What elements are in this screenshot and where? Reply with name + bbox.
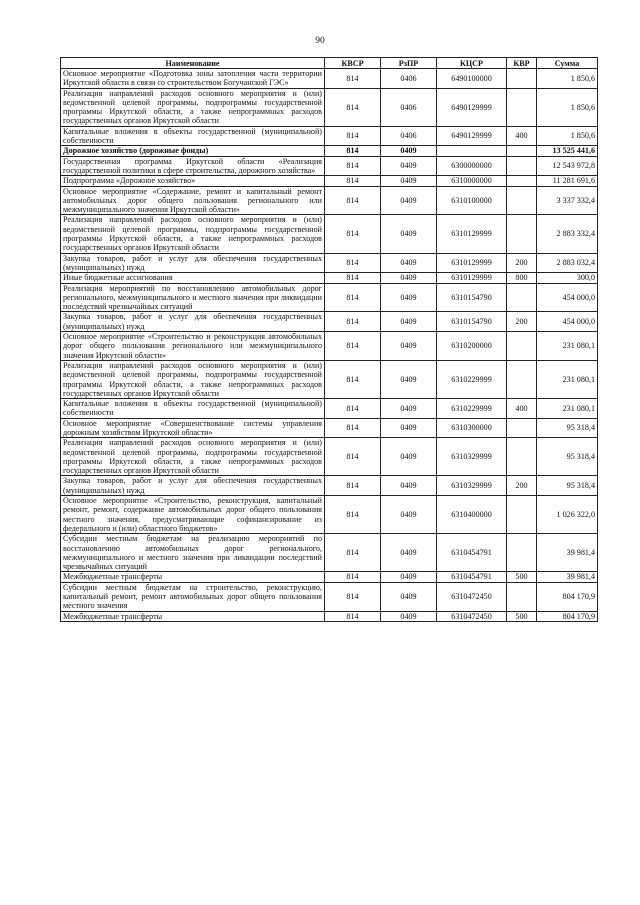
cell-rzpr: 0409 bbox=[381, 312, 437, 332]
cell-kvsr: 814 bbox=[325, 332, 381, 361]
cell-rzpr: 0406 bbox=[381, 69, 437, 89]
cell-kcsr: 6310129999 bbox=[437, 215, 507, 253]
cell-sum: 11 281 691,6 bbox=[537, 176, 598, 186]
cell-name: Субсидии местным бюджетам на реализацию мероприятий по восстановлению автомобильных дорог регионального, межмуниципального и местного значения при ликвидации последствий чрезвычайных ситуаций bbox=[61, 534, 325, 572]
cell-sum: 3 337 332,4 bbox=[537, 186, 598, 215]
cell-rzpr: 0409 bbox=[381, 176, 437, 186]
cell-sum: 95 318,4 bbox=[537, 476, 598, 496]
table-row bbox=[61, 176, 598, 186]
cell-kcsr: 6310329999 bbox=[437, 438, 507, 476]
header-kvsr: КВСР bbox=[325, 58, 381, 69]
cell-sum: 231 080,1 bbox=[537, 332, 598, 361]
page-number: 90 bbox=[315, 36, 325, 46]
cell-kvr: 400 bbox=[507, 399, 537, 419]
table-row bbox=[61, 332, 598, 361]
cell-kvr bbox=[507, 332, 537, 361]
cell-kcsr: 6300000000 bbox=[437, 156, 507, 176]
cell-kcsr: 6310129999 bbox=[437, 273, 507, 283]
cell-sum: 39 981,4 bbox=[537, 572, 598, 582]
cell-kvsr: 814 bbox=[325, 273, 381, 283]
cell-kvsr: 814 bbox=[325, 418, 381, 438]
cell-name: Капитальные вложения в объекты государственной (муниципальной) собственности bbox=[61, 399, 325, 419]
cell-kcsr: 6310300000 bbox=[437, 418, 507, 438]
cell-kvsr: 814 bbox=[325, 146, 381, 156]
cell-kvsr: 814 bbox=[325, 438, 381, 476]
cell-sum: 454 000,0 bbox=[537, 283, 598, 312]
cell-rzpr: 0409 bbox=[381, 582, 437, 611]
cell-kvsr: 814 bbox=[325, 496, 381, 534]
cell-kcsr: 6310154790 bbox=[437, 283, 507, 312]
header-kvr: КВР bbox=[507, 58, 537, 69]
table-row bbox=[61, 156, 598, 176]
cell-kvsr: 814 bbox=[325, 360, 381, 398]
cell-name: Реализация направлений расходов основного мероприятия и (или) ведомственной целевой программы, подпрограммы государственной программы Иркутской области, а также непрограммных расходов государственных органов Иркутской области bbox=[61, 88, 325, 126]
cell-sum: 300,0 bbox=[537, 273, 598, 283]
cell-name: Основное мероприятие «Совершенствование системы управления дорожным хозяйством Иркутской области» bbox=[61, 418, 325, 438]
cell-sum: 231 080,1 bbox=[537, 360, 598, 398]
cell-kvsr: 814 bbox=[325, 534, 381, 572]
cell-kvsr: 814 bbox=[325, 399, 381, 419]
table-row bbox=[61, 312, 598, 332]
cell-kvr bbox=[507, 146, 537, 156]
cell-kvsr: 814 bbox=[325, 253, 381, 273]
table-row bbox=[61, 146, 598, 156]
cell-kcsr: 6490129999 bbox=[437, 88, 507, 126]
cell-rzpr: 0409 bbox=[381, 332, 437, 361]
cell-kvr bbox=[507, 156, 537, 176]
cell-name: Основное мероприятие «Строительство, реконструкция, капитальный ремонт, ремонт, содержание автомобильных дорог общего пользования местного значения, предусматривающие софинансирование из федерального и (или) областного бюджетов» bbox=[61, 496, 325, 534]
cell-name: Государственная программа Иркутской области «Реализация государственной политики в сфере строительства, дорожного хозяйства» bbox=[61, 156, 325, 176]
cell-rzpr: 0409 bbox=[381, 146, 437, 156]
cell-name: Подпрограмма «Дорожное хозяйство» bbox=[61, 176, 325, 186]
cell-rzpr: 0409 bbox=[381, 534, 437, 572]
table-row bbox=[61, 283, 598, 312]
cell-sum: 2 883 332,4 bbox=[537, 215, 598, 253]
cell-sum: 804 170,9 bbox=[537, 582, 598, 611]
cell-kvr bbox=[507, 283, 537, 312]
table-row bbox=[61, 399, 598, 419]
cell-kcsr: 6310472450 bbox=[437, 611, 507, 621]
table-row bbox=[61, 572, 598, 582]
cell-kcsr: 6310400000 bbox=[437, 496, 507, 534]
cell-kcsr: 6490100000 bbox=[437, 69, 507, 89]
cell-kvsr: 814 bbox=[325, 582, 381, 611]
cell-sum: 454 000,0 bbox=[537, 312, 598, 332]
cell-name: Основное мероприятие «Подготовка зоны затопления части территории Иркутской области в связи со строительством Богучанской ГЭС» bbox=[61, 69, 325, 89]
cell-name: Реализация направлений расходов основного мероприятия и (или) ведомственной целевой программы, подпрограммы государственной программы Иркутской области, а также непрограммных расходов государственных органов Иркутской области bbox=[61, 438, 325, 476]
cell-kvr bbox=[507, 69, 537, 89]
cell-kvsr: 814 bbox=[325, 176, 381, 186]
cell-kvr: 400 bbox=[507, 126, 537, 146]
cell-name: Закупка товаров, работ и услуг для обеспечения государственных (муниципальных) нужд bbox=[61, 253, 325, 273]
table-row bbox=[61, 88, 598, 126]
cell-kcsr: 6310229999 bbox=[437, 399, 507, 419]
budget-table bbox=[60, 57, 598, 622]
cell-kvsr: 814 bbox=[325, 126, 381, 146]
cell-rzpr: 0409 bbox=[381, 476, 437, 496]
table-row bbox=[61, 273, 598, 283]
table-row bbox=[61, 69, 598, 89]
header-sum: Сумма bbox=[537, 58, 598, 69]
cell-name: Закупка товаров, работ и услуг для обеспечения государственных (муниципальных) нужд bbox=[61, 312, 325, 332]
cell-rzpr: 0406 bbox=[381, 88, 437, 126]
cell-kvsr: 814 bbox=[325, 186, 381, 215]
cell-rzpr: 0409 bbox=[381, 360, 437, 398]
table-row bbox=[61, 611, 598, 621]
cell-rzpr: 0409 bbox=[381, 438, 437, 476]
cell-rzpr: 0406 bbox=[381, 126, 437, 146]
cell-kvr: 200 bbox=[507, 312, 537, 332]
cell-kcsr: 6310229999 bbox=[437, 360, 507, 398]
cell-sum: 2 883 032,4 bbox=[537, 253, 598, 273]
table-header-row bbox=[61, 58, 598, 69]
table-row bbox=[61, 215, 598, 253]
cell-rzpr: 0409 bbox=[381, 572, 437, 582]
cell-rzpr: 0409 bbox=[381, 283, 437, 312]
cell-kvsr: 814 bbox=[325, 88, 381, 126]
cell-kvr bbox=[507, 360, 537, 398]
cell-sum: 1 026 322,0 bbox=[537, 496, 598, 534]
table-row bbox=[61, 126, 598, 146]
header-rzpr: РзПР bbox=[381, 58, 437, 69]
cell-sum: 231 080,1 bbox=[537, 399, 598, 419]
cell-kvr bbox=[507, 88, 537, 126]
table-row bbox=[61, 253, 598, 273]
header-kcsr: КЦСР bbox=[437, 58, 507, 69]
table-body bbox=[61, 69, 598, 622]
cell-kvr: 200 bbox=[507, 476, 537, 496]
cell-kcsr: 6310100000 bbox=[437, 186, 507, 215]
table-row bbox=[61, 496, 598, 534]
cell-kvsr: 814 bbox=[325, 572, 381, 582]
cell-name: Основное мероприятие «Содержание, ремонт и капитальный ремонт автомобильных дорог общего пользования регионального или межмуниципального значения Иркутской области» bbox=[61, 186, 325, 215]
cell-kcsr: 6310154790 bbox=[437, 312, 507, 332]
cell-kcsr: 6310472450 bbox=[437, 582, 507, 611]
cell-kcsr: 6310000000 bbox=[437, 176, 507, 186]
cell-kvsr: 814 bbox=[325, 476, 381, 496]
cell-name: Реализация направлений расходов основного мероприятия и (или) ведомственной целевой программы, подпрограммы государственной программы Иркутской области, а также непрограммных расходов государственных органов Иркутской области bbox=[61, 360, 325, 398]
cell-kvsr: 814 bbox=[325, 312, 381, 332]
cell-sum: 39 981,4 bbox=[537, 534, 598, 572]
cell-kvr: 500 bbox=[507, 611, 537, 621]
cell-rzpr: 0409 bbox=[381, 156, 437, 176]
cell-rzpr: 0409 bbox=[381, 186, 437, 215]
cell-kvr bbox=[507, 418, 537, 438]
cell-kvr bbox=[507, 582, 537, 611]
table-row bbox=[61, 360, 598, 398]
cell-kvsr: 814 bbox=[325, 611, 381, 621]
cell-rzpr: 0409 bbox=[381, 611, 437, 621]
cell-kvr bbox=[507, 534, 537, 572]
cell-rzpr: 0409 bbox=[381, 399, 437, 419]
header-name: Наименование bbox=[61, 58, 325, 69]
cell-kvr: 800 bbox=[507, 273, 537, 283]
cell-name: Закупка товаров, работ и услуг для обеспечения государственных (муниципальных) нужд bbox=[61, 476, 325, 496]
cell-sum: 13 525 441,6 bbox=[537, 146, 598, 156]
cell-name: Реализация мероприятий по восстановлению автомобильных дорог регионального, межмуниципального и местного значения при ликвидации последствий чрезвычайных ситуаций bbox=[61, 283, 325, 312]
cell-name: Межбюджетные трансферты bbox=[61, 572, 325, 582]
cell-name: Межбюджетные трансферты bbox=[61, 611, 325, 621]
cell-kvsr: 814 bbox=[325, 283, 381, 312]
cell-rzpr: 0409 bbox=[381, 215, 437, 253]
cell-sum: 1 850,6 bbox=[537, 126, 598, 146]
cell-rzpr: 0409 bbox=[381, 253, 437, 273]
cell-rzpr: 0409 bbox=[381, 496, 437, 534]
cell-kcsr bbox=[437, 146, 507, 156]
table-row bbox=[61, 418, 598, 438]
cell-kvsr: 814 bbox=[325, 156, 381, 176]
cell-name: Субсидии местным бюджетам на строительство, реконструкцию, капитальный ремонт, ремонт автомобильных дорог общего пользования местного значения bbox=[61, 582, 325, 611]
cell-kcsr: 6310329999 bbox=[437, 476, 507, 496]
cell-kcsr: 6310454791 bbox=[437, 534, 507, 572]
cell-sum: 1 850,6 bbox=[537, 88, 598, 126]
cell-kvr bbox=[507, 215, 537, 253]
cell-kcsr: 6310454791 bbox=[437, 572, 507, 582]
cell-kcsr: 6490129999 bbox=[437, 126, 507, 146]
cell-sum: 95 318,4 bbox=[537, 438, 598, 476]
cell-rzpr: 0409 bbox=[381, 418, 437, 438]
cell-sum: 95 318,4 bbox=[537, 418, 598, 438]
cell-rzpr: 0409 bbox=[381, 273, 437, 283]
cell-kvsr: 814 bbox=[325, 215, 381, 253]
table-row bbox=[61, 476, 598, 496]
cell-kvr bbox=[507, 438, 537, 476]
cell-kcsr: 6310129999 bbox=[437, 253, 507, 273]
cell-sum: 12 543 972,8 bbox=[537, 156, 598, 176]
table-row bbox=[61, 534, 598, 572]
cell-kvr: 200 bbox=[507, 253, 537, 273]
cell-kcsr: 6310200000 bbox=[437, 332, 507, 361]
table-row bbox=[61, 186, 598, 215]
cell-kvr: 500 bbox=[507, 572, 537, 582]
table-row bbox=[61, 582, 598, 611]
cell-name: Капитальные вложения в объекты государственной (муниципальной) собственности bbox=[61, 126, 325, 146]
cell-name: Реализация направлений расходов основного мероприятия и (или) ведомственной целевой программы, подпрограммы государственной программы Иркутской области, а также непрограммных расходов государственных органов Иркутской области bbox=[61, 215, 325, 253]
cell-name: Основное мероприятие «Строительство и реконструкция автомобильных дорог общего пользования регионального или межмуниципального значения Иркутской области» bbox=[61, 332, 325, 361]
table-row bbox=[61, 438, 598, 476]
cell-sum: 1 850,6 bbox=[537, 69, 598, 89]
cell-sum: 804 170,9 bbox=[537, 611, 598, 621]
cell-name: Дорожное хозяйство (дорожные фонды) bbox=[61, 146, 325, 156]
cell-kvr bbox=[507, 186, 537, 215]
cell-kvsr: 814 bbox=[325, 69, 381, 89]
cell-name: Иные бюджетные ассигнования bbox=[61, 273, 325, 283]
cell-kvr bbox=[507, 176, 537, 186]
cell-kvr bbox=[507, 496, 537, 534]
